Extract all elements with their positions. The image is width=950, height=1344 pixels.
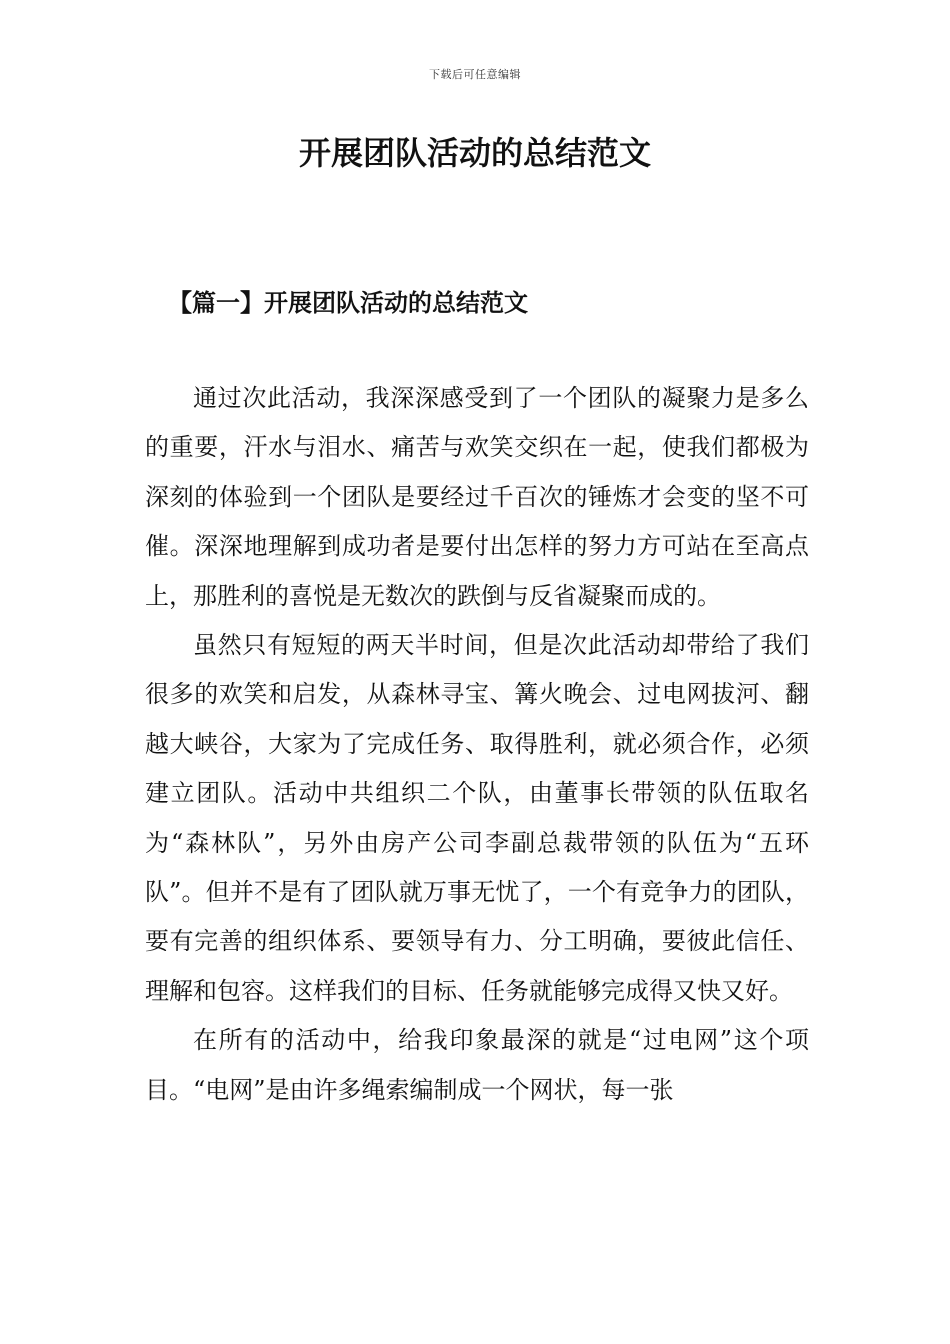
section-heading: 【篇一】开展团队活动的总结范文 [168,288,528,317]
document-body [145,374,809,1115]
body-paragraph: 虽然只有短短的两天半时间，但是次此活动却带给了我们很多的欢笑和启发，从森林寻宝、篝火晚会、过电网拔河、翻越大峡谷，大家为了完成任务、取得胜利，就必须合作，必须建立团队。活动中共组织二个队，由董事长带领的队伍取名为“森林队”，另外由房产公司李副总裁带领的队伍为“五环队”。但并不是有了团队就万事无忧了，一个有竞争力的团队，要有完善的组织体系、要领导有力、分工明确，要彼此信任、理解和包容。这样我们的目标、任务就能够完成得又快又好。 [145,631,809,1005]
header-note: 下载后可任意编辑 [429,68,521,81]
body-paragraph: 通过次此活动，我深深感受到了一个团队的凝聚力是多么的重要，汗水与泪水、痛苦与欢笑交织在一起，使我们都极为深刻的体验到一个团队是要经过千百次的锤炼才会变的坚不可催。深深地理解到成功者是要付出怎样的努力方可站在至高点上，那胜利的喜悦是无数次的跌倒与反省凝聚而成的。 [145,384,809,610]
document-title: 开展团队活动的总结范文 [298,134,651,172]
body-paragraph: 在所有的活动中，给我印象最深的就是“过电网”这个项目。“电网”是由许多绳索编制成一个网状，每一张 [145,1026,809,1104]
